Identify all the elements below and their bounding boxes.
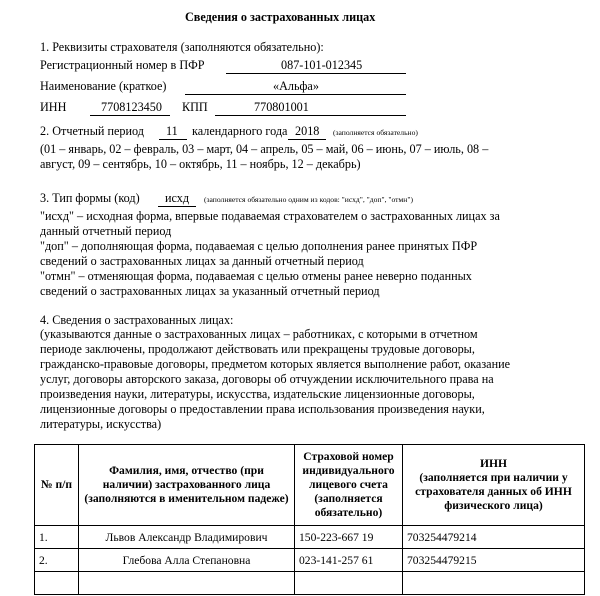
period-note: (заполняется обязательно) bbox=[333, 128, 418, 137]
cell-snils bbox=[295, 572, 403, 595]
table-row bbox=[35, 549, 585, 572]
reg-number-value: 087-101-012345 bbox=[281, 58, 363, 72]
org-name-label: Наименование (краткое) bbox=[40, 79, 167, 93]
months-list-line-2: август, 09 – сентябрь, 10 – октябрь, 11 – ноябрь, 12 – декабрь) bbox=[40, 157, 361, 171]
form-type-label: 3. Тип формы (код) bbox=[40, 191, 140, 205]
insured-persons-table bbox=[34, 444, 585, 595]
reg-number-label: Регистрационный номер в ПФР bbox=[40, 58, 205, 72]
form-type-note: (заполняется обязательно одним из кодов: "исхд", "доп", "отмн") bbox=[204, 195, 413, 204]
form-type-value: исхд bbox=[165, 191, 190, 205]
inn-label: ИНН bbox=[40, 100, 67, 114]
year-label: календарного года bbox=[192, 124, 288, 138]
form-type-desc-line: данный отчетный период bbox=[40, 224, 172, 238]
col-header-inn bbox=[403, 445, 585, 526]
year-underline bbox=[288, 139, 326, 140]
table-row bbox=[35, 526, 585, 549]
org-name-value: «Альфа» bbox=[273, 79, 319, 93]
form-type-desc-line: сведений о застрахованных лицах за указанный отчетный период bbox=[40, 284, 380, 298]
cell-inn: 703254479214 bbox=[403, 526, 585, 549]
cell-full-name: Львов Александр Владимирович bbox=[79, 526, 295, 549]
table-row bbox=[35, 572, 585, 595]
inn-value: 7708123450 bbox=[101, 100, 162, 114]
col-header-inn-note: (заполняется при наличии у страхователя данных об ИНН физического лица) bbox=[415, 471, 572, 512]
insured-desc-line: услуг, договоры авторского заказа, договоры об отчуждении исключительного права на bbox=[40, 372, 494, 386]
section-4-heading: 4. Сведения о застрахованных лицах: bbox=[40, 313, 234, 327]
kpp-value: 770801001 bbox=[254, 100, 309, 114]
period-label: 2. Отчетный период bbox=[40, 124, 144, 138]
form-type-desc-line: "доп" – дополняющая форма, подаваемая с целью дополнения ранее принятых ПФР bbox=[40, 239, 478, 253]
insured-desc-line: произведения науки, литературы, искусства, издательские лицензионные договоры, bbox=[40, 387, 475, 401]
reg-number-underline bbox=[226, 73, 406, 74]
cell-full-name bbox=[79, 572, 295, 595]
kpp-underline bbox=[215, 115, 406, 116]
months-list-line-1: (01 – январь, 02 – февраль, 03 – март, 04 – апрель, 05 – май, 06 – июнь, 07 – июль, 08 – bbox=[40, 142, 489, 156]
insured-desc-line: литературы, искусства) bbox=[40, 417, 162, 431]
kpp-label: КПП bbox=[182, 100, 208, 114]
org-name-underline bbox=[185, 94, 406, 95]
year-value: 2018 bbox=[295, 124, 320, 138]
cell-snils: 023-141-257 61 bbox=[295, 549, 403, 572]
cell-snils: 150-223-667 19 bbox=[295, 526, 403, 549]
inn-underline bbox=[90, 115, 170, 116]
period-underline bbox=[159, 139, 187, 140]
cell-inn: 703254479215 bbox=[403, 549, 585, 572]
table-header-row bbox=[35, 445, 585, 526]
form-type-desc-line: "отмн" – отменяющая форма, подаваемая с целью отмены ранее неверно поданных bbox=[40, 269, 472, 283]
insured-desc-line: гражданско-правовые договоры, предметом которых является выполнение работ, оказание bbox=[40, 357, 511, 371]
col-header-number: № п/п bbox=[35, 445, 79, 526]
section-1-heading: 1. Реквизиты страхователя (заполняются обязательно): bbox=[40, 40, 324, 54]
insured-desc-line: периоде заключены, продолжают действовать или прекращены трудовые договоры, bbox=[40, 342, 475, 356]
col-header-full-name: Фамилия, имя, отчество (при наличии) застрахованного лица (заполняются в именительном падеже) bbox=[79, 445, 295, 526]
col-header-snils: Страховой номер индивидуального лицевого счета (заполняется обязательно) bbox=[295, 445, 403, 526]
insured-desc-line: (указываются данные о застрахованных лицах – работниках, с которыми в отчетном bbox=[40, 327, 478, 341]
form-type-desc-line: "исхд" – исходная форма, впервые подаваемая страхователем о застрахованных лицах за bbox=[40, 209, 500, 223]
col-header-inn-title: ИНН bbox=[479, 457, 508, 470]
cell-number bbox=[35, 572, 79, 595]
cell-full-name: Глебова Алла Степановна bbox=[79, 549, 295, 572]
form-type-underline bbox=[158, 206, 196, 207]
document-title: Сведения о застрахованных лицах bbox=[185, 10, 376, 24]
period-value: 11 bbox=[166, 124, 178, 138]
form-type-desc-line: сведений о застрахованных лицах за данный отчетный период bbox=[40, 254, 364, 268]
insured-desc-line: лицензионные договоры о предоставлении права использования произведения науки, bbox=[40, 402, 485, 416]
cell-number: 1. bbox=[35, 526, 79, 549]
cell-inn bbox=[403, 572, 585, 595]
cell-number: 2. bbox=[35, 549, 79, 572]
